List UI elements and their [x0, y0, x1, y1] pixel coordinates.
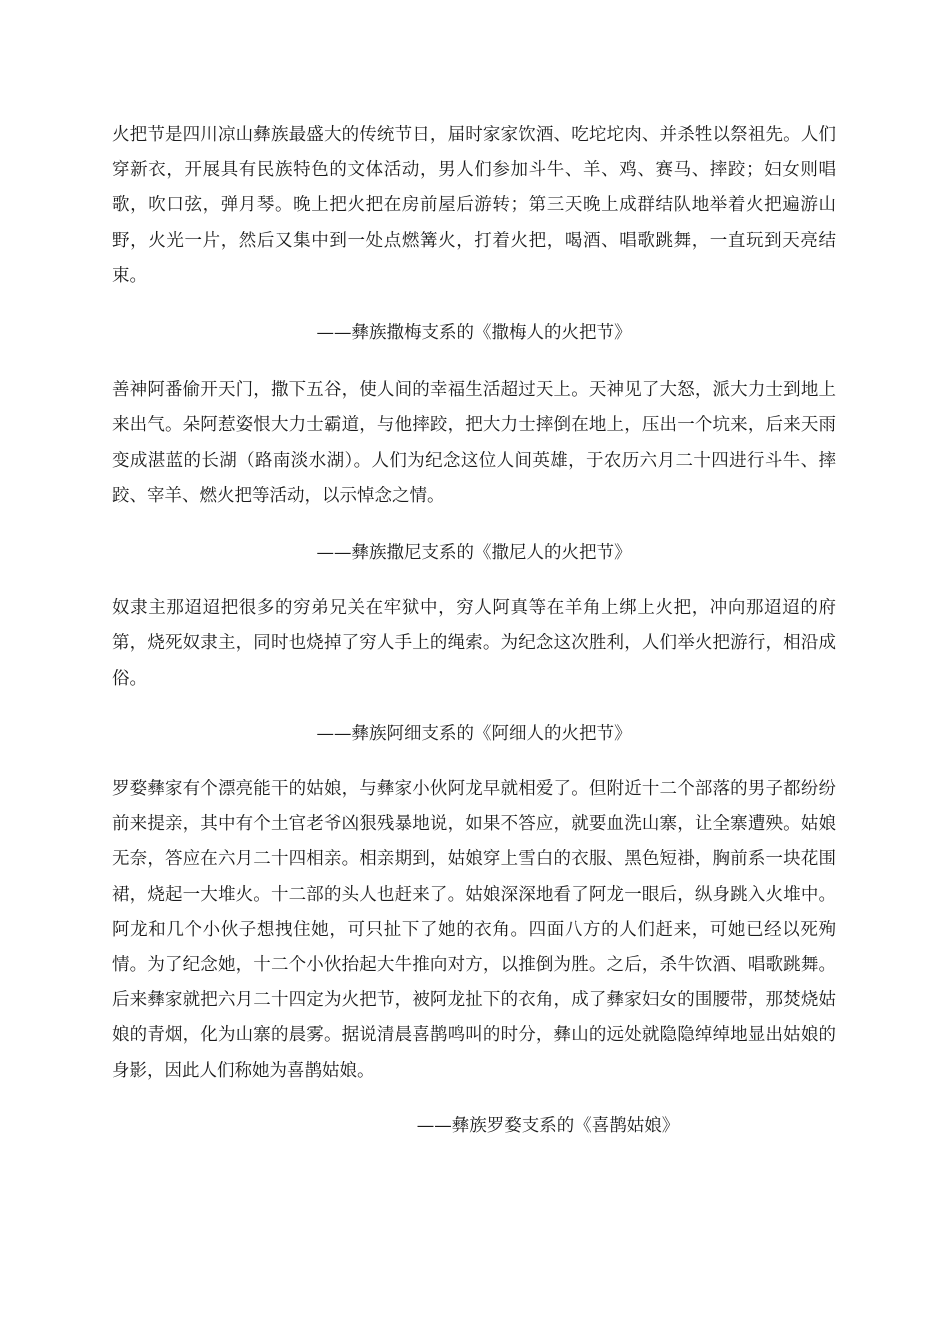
paragraph-axi-torch-festival: 奴隶主那迢迢把很多的穷弟兄关在牢狱中，穷人阿真等在羊角上绑上火把，冲向那迢迢的府第，烧死奴隶主，同时也烧掉了穷人手上的绳索。为纪念这次胜利，人们举火把游行，相沿成俗。 [112, 598, 836, 689]
attribution-sama: ——彝族撒梅支系的《撒梅人的火把节》 [316, 323, 632, 344]
attribution-luowu: ——彝族罗婺支系的《喜鹊姑娘》 [416, 1115, 680, 1136]
document-page [112, 118, 836, 1144]
attribution-axi: ——彝族阿细支系的《阿细人的火把节》 [316, 723, 632, 744]
paragraph-magpie-girl: 罗婺彝家有个漂亮能干的姑娘，与彝家小伙阿龙早就相爱了。但附近十二个部落的男子都纷纷前来提亲，其中有个土官老爷凶狠残暴地说，如果不答应，就要血洗山寨，让全寨遭殃。姑娘无奈，答应在六月二十四相亲。相亲期到，姑娘穿上雪白的衣服、黑色短褂，胸前系一块花围裙，烧起一大堆火。十二部的头人也赶来了。姑娘深深地看了阿龙一眼后，纵身跳入火堆中。阿龙和几个小伙子想拽住她，可只扯下了她的衣角。四面八方的人们赶来，可她已经以死殉情。为了纪念她，十二个小伙抬起大牛推向对方，以推倒为胜。之后，杀牛饮酒、唱歌跳舞。后来彝家就把六月二十四定为火把节，被阿龙扯下的衣角，成了彝家妇女的围腰带，那焚烧姑娘的青烟，化为山寨的晨雾。据说清晨喜鹊鸣叫的时分，彝山的远处就隐隐绰绰地显出姑娘的身影，因此人们称她为喜鹊姑娘。 [112, 779, 836, 1081]
attribution-sani: ——彝族撒尼支系的《撒尼人的火把节》 [316, 543, 632, 564]
paragraph-sama-torch-festival: 火把节是四川凉山彝族最盛大的传统节日，届时家家饮酒、吃坨坨肉、并杀牲以祭祖先。人们穿新衣，开展具有民族特色的文体活动，男人们参加斗牛、羊、鸡、赛马、摔跤；妇女则唱歌，吹口弦，弹月琴。晚上把火把在房前屋后游转；第三天晚上成群结队地举着火把遍游山野，火光一片，然后又集中到一处点燃篝火，打着火把，喝酒、唱歌跳舞，一直玩到天亮结束。 [112, 125, 836, 286]
paragraph-sani-torch-festival: 善神阿番偷开天门，撒下五谷，使人间的幸福生活超过天上。天神见了大怒，派大力士到地上来出气。朵阿惹姿恨大力士霸道，与他摔跤，把大力士摔倒在地上，压出一个坑来，后来天雨变成湛蓝的长湖（路南淡水湖）。人们为纪念这位人间英雄，于农历六月二十四进行斗牛、摔跤、宰羊、燃火把等活动，以示悼念之情。 [112, 380, 836, 506]
